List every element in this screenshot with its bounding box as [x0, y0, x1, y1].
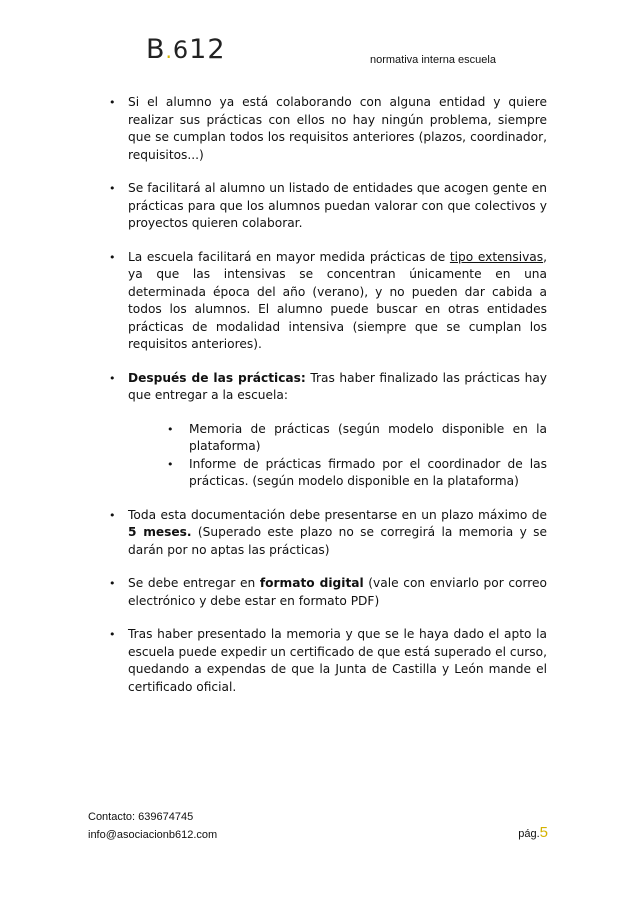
page-number-value: 5	[539, 824, 548, 841]
logo-b: B	[146, 34, 166, 65]
footer-contact: Contacto: 639674745	[88, 811, 194, 823]
list-item	[95, 507, 547, 560]
list-item-text: Se facilitará al alumno un listado de entidades que acogen gente en prácticas para que los alumnos puedan valorar con que colectivos y proyectos quieren colaborar.	[128, 181, 547, 230]
list-item	[95, 575, 547, 610]
bullet-icon: •	[109, 96, 116, 109]
sub-list-item-text: Memoria de prácticas (según modelo disponible en la plataforma)	[189, 421, 547, 453]
document-body	[95, 94, 547, 696]
list-item-text: Después de las prácticas: Tras haber finalizado las prácticas hay que entregar a la escuela:	[128, 370, 547, 402]
list-item-text: Toda esta documentación debe presentarse en un plazo máximo de 5 meses. (Superado este plazo no se corregirá la memoria y se darán por no aptas las prácticas)	[128, 507, 547, 557]
page-label: pág.	[518, 828, 540, 840]
bullet-icon: •	[109, 508, 116, 522]
sub-list-item	[159, 421, 547, 456]
sub-list-item	[159, 456, 547, 491]
page-footer	[88, 808, 548, 844]
list-item-text: Se debe entregar en formato digital (vale con enviarlo por correo electrónico y debe estar en formato PDF)	[128, 576, 547, 608]
list-item	[95, 626, 547, 696]
bold-term: 5 meses.	[128, 525, 192, 539]
bullet-icon: •	[167, 457, 174, 471]
sub-list-item-text: Informe de prácticas firmado por el coordinador de las prácticas. (según modelo disponible en la plataforma)	[189, 456, 547, 488]
bullet-icon: •	[109, 628, 116, 641]
bullet-icon: •	[109, 250, 116, 264]
list-item-text: Si el alumno ya está colaborando con alguna entidad y quiere realizar sus prácticas con ellos no hay ningún problema, siempre que se cumplan todos los requisitos anteriores (plazos, coordinador, requisitos...)	[128, 95, 547, 162]
bullet-icon: •	[109, 182, 116, 195]
page-number	[518, 824, 548, 843]
page-header	[0, 0, 638, 70]
bullet-icon: •	[109, 371, 116, 385]
b612-logo	[146, 36, 226, 63]
bold-term: formato digital	[259, 576, 364, 590]
bold-heading: Después de las prácticas:	[128, 370, 306, 385]
logo-12: 12	[189, 34, 226, 65]
list-item	[95, 180, 547, 233]
list-item	[95, 249, 547, 354]
header-doc-tag: normativa interna escuela	[370, 54, 496, 66]
footer-email: info@asociacionb612.com	[88, 829, 218, 841]
logo-dot: .	[165, 39, 173, 63]
bullet-icon: •	[167, 422, 174, 436]
list-item-text: Tras haber presentado la memoria y que se le haya dado el apto la escuela puede expedir un certificado de que está superado el curso, quedando a expendas de que la Junta de Castilla y León mande el certificado oficial.	[128, 627, 547, 694]
list-item	[95, 94, 547, 164]
bullet-icon: •	[109, 577, 116, 590]
list-item	[95, 370, 547, 405]
logo-6: 6	[172, 36, 190, 64]
list-item-text: La escuela facilitará en mayor medida prácticas de tipo extensivas, ya que las intensivas se concentran únicamente en una determinada época del año (verano), y no pueden dar cabida a todos los alumnos. El alumno puede buscar en otras entidades prácticas de modalidad intensiva (siempre que se cumplan los requisitos anteriores).	[128, 249, 547, 351]
underlined-term: tipo extensivas	[449, 249, 544, 264]
